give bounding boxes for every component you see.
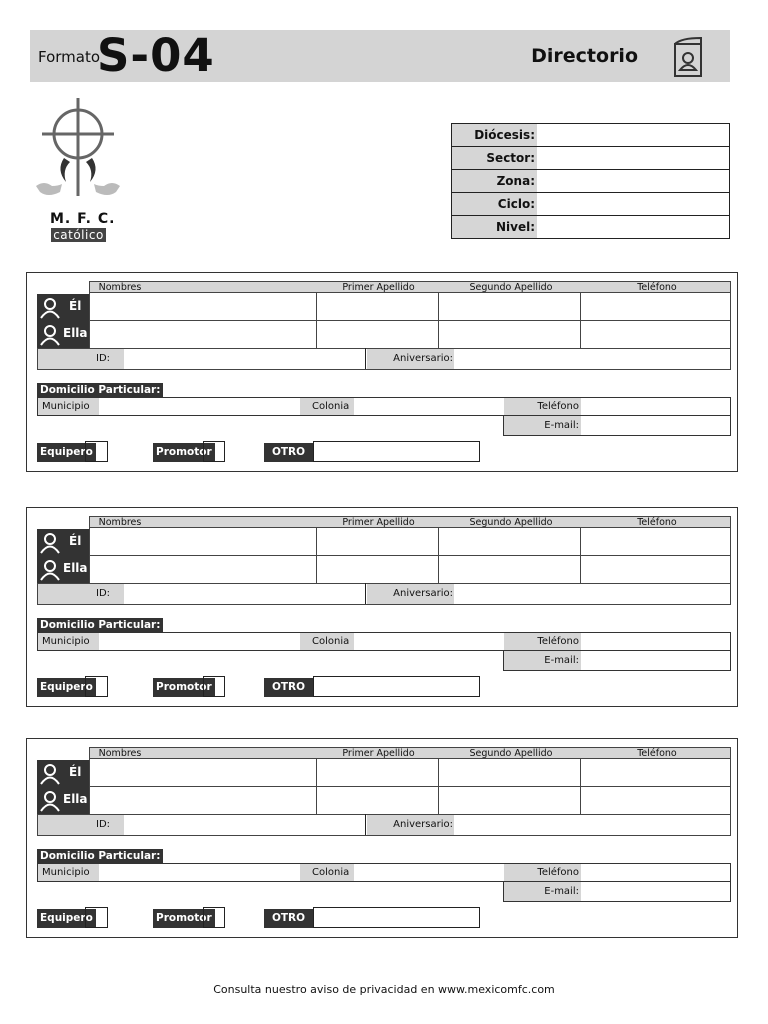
column-header-row [89,281,731,293]
grid-line [37,835,731,836]
email-label: E-mail: [504,651,581,670]
municipio-label: Municipio [38,864,99,881]
info-row-zona [452,170,729,193]
otro-field[interactable] [313,907,480,928]
email-label: E-mail: [504,416,581,435]
el-label: Él [69,765,82,779]
directory-record [26,738,738,938]
equipero-checkbox[interactable] [85,441,108,462]
grid-line [89,786,731,787]
ella-label: Ella [63,792,88,806]
email-label: E-mail: [504,882,581,901]
diocesis-field[interactable] [537,124,729,146]
aniversario-cell [367,349,454,369]
el-label: Él [69,534,82,548]
grid-line [730,814,731,836]
form-code: S-04 [97,29,215,82]
grid-line [37,814,38,836]
colonia-label: Colonia [300,633,354,650]
info-label: Sector: [452,147,537,169]
column-header-row [89,516,731,528]
col-header-primer-apellido: Primer Apellido [342,748,415,759]
id-cell [37,584,124,604]
person-icon [39,532,61,554]
domicilio-row [37,632,731,651]
domicilio-heading: Domicilio Particular: [37,849,163,863]
person-icon [39,324,61,346]
domicilio-heading: Domicilio Particular: [37,383,163,397]
id-label: ID: [96,819,111,830]
col-header-nombres: Nombres [98,517,142,528]
aniversario-cell [367,584,454,604]
sector-field[interactable] [537,147,729,169]
domicilio-telefono-field[interactable] [581,864,730,881]
logo-line1: M. F. C. [50,211,116,227]
colonia-label: Colonia [300,398,354,415]
grid-line [365,814,366,836]
aniversario-label: Aniversario: [393,588,453,599]
email-field[interactable] [581,882,730,901]
privacy-footer: Consulta nuestro aviso de privacidad en www.mexicomfc.com [213,983,555,996]
col-header-telefono: Teléfono [637,282,677,293]
grid-line [89,555,731,556]
id-field[interactable] [124,815,365,835]
el-label-box [37,294,89,321]
domicilio-row [37,863,731,882]
equipero-label: Equipero [37,909,96,928]
domicilio-row [37,397,731,416]
info-row-diocesis [452,124,729,147]
id-field[interactable] [124,584,365,604]
colonia-label: Colonia [300,864,354,881]
equipero-checkbox[interactable] [85,676,108,697]
info-row-ciclo [452,193,729,216]
equipero-label: Equipero [37,443,96,462]
el-label-box [37,760,89,787]
form-header [30,30,730,82]
info-row-sector [452,147,729,170]
mfc-logo [34,96,126,244]
colonia-field[interactable] [354,398,504,415]
otro-field[interactable] [313,676,480,697]
info-label: Nivel: [452,216,537,238]
grid-line [730,348,731,370]
col-header-primer-apellido: Primer Apellido [342,282,415,293]
domicilio-telefono-field[interactable] [581,398,730,415]
colonia-field[interactable] [354,633,504,650]
id-field[interactable] [124,349,365,369]
domicilio-heading: Domicilio Particular: [37,618,163,632]
nivel-field[interactable] [537,216,729,238]
formato-label: Formato [38,48,101,66]
grid-line [37,583,38,605]
grid-line [365,583,366,605]
grid-line [37,369,731,370]
col-header-segundo-apellido: Segundo Apellido [469,282,553,293]
zona-field[interactable] [537,170,729,192]
otro-field[interactable] [313,441,480,462]
col-header-primer-apellido: Primer Apellido [342,517,415,528]
person-icon [39,559,61,581]
aniversario-label: Aniversario: [393,353,453,364]
otro-label: OTRO [264,678,313,697]
ella-label-box [37,787,89,814]
el-label: Él [69,299,82,313]
id-cell [37,349,124,369]
municipio-label: Municipio [38,398,99,415]
id-cell [37,815,124,835]
grid-line [365,348,366,370]
email-row [503,650,731,671]
ella-label: Ella [63,561,88,575]
domicilio-telefono-field[interactable] [581,633,730,650]
address-book-icon [671,36,703,78]
info-label: Ciclo: [452,193,537,215]
aniversario-cell [367,815,454,835]
telefono-label: Teléfono [504,864,581,881]
ciclo-field[interactable] [537,193,729,215]
logo-line2: católico [51,228,106,242]
otro-label: OTRO [264,909,313,928]
info-label: Zona: [452,170,537,192]
grid-line [37,604,731,605]
info-table [451,123,730,239]
column-header-row [89,747,731,759]
email-field[interactable] [581,651,730,670]
directory-record [26,507,738,707]
municipio-field[interactable] [99,633,299,650]
ella-label: Ella [63,326,88,340]
municipio-label: Municipio [38,633,99,650]
col-header-telefono: Teléfono [637,517,677,528]
col-header-telefono: Teléfono [637,748,677,759]
page-title: Directorio [531,45,638,67]
aniversario-label: Aniversario: [393,819,453,830]
el-label-box [37,529,89,556]
telefono-label: Teléfono [504,633,581,650]
grid-line [89,320,731,321]
promotor-checkbox[interactable] [203,441,225,462]
cross-emblem-icon [34,96,126,208]
telefono-label: Teléfono [504,398,581,415]
otro-label: OTRO [264,443,313,462]
promotor-checkbox[interactable] [203,907,225,928]
person-icon [39,763,61,785]
col-header-nombres: Nombres [98,748,142,759]
directory-record [26,272,738,472]
col-header-segundo-apellido: Segundo Apellido [469,517,553,528]
info-label: Diócesis: [452,124,537,146]
id-label: ID: [96,353,111,364]
email-row [503,881,731,902]
promotor-checkbox[interactable] [203,676,225,697]
grid-line [730,583,731,605]
colonia-field[interactable] [354,864,504,881]
info-row-nivel [452,216,729,238]
promotor-label: Promotor [153,909,215,928]
municipio-field[interactable] [99,864,299,881]
grid-line [37,348,38,370]
id-label: ID: [96,588,111,599]
municipio-field[interactable] [99,398,299,415]
col-header-segundo-apellido: Segundo Apellido [469,748,553,759]
col-header-nombres: Nombres [98,282,142,293]
person-icon [39,297,61,319]
ella-label-box [37,321,89,348]
person-icon [39,790,61,812]
equipero-checkbox[interactable] [85,907,108,928]
email-row [503,415,731,436]
promotor-label: Promotor [153,443,215,462]
promotor-label: Promotor [153,678,215,697]
email-field[interactable] [581,416,730,435]
ella-label-box [37,556,89,583]
equipero-label: Equipero [37,678,96,697]
